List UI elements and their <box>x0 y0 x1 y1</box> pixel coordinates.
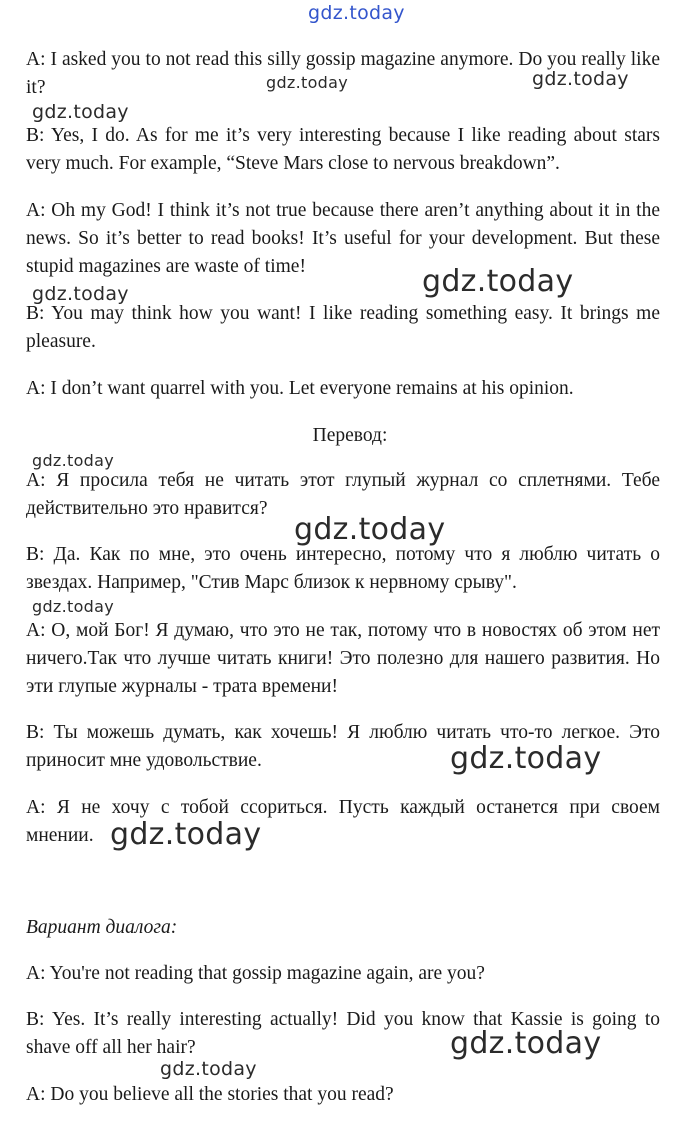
watermark: gdz.today <box>422 264 574 299</box>
watermark: gdz.today <box>32 451 114 470</box>
russian-line-a3: А: Я не хочу с тобой ссориться. Пусть каждый останется при своем мнении. <box>26 797 660 846</box>
english-line-a1: A: I asked you to not read this silly gossip magazine anymore. Do you really like it? <box>26 49 660 98</box>
variant-line-a1: A: You're not reading that gossip magazine again, are you? <box>26 963 485 984</box>
english-line-b2: B: You may think how you want! I like reading something easy. It brings me pleasure. <box>26 303 660 352</box>
english-line-a3: A: I don’t want quarrel with you. Let everyone remains at his opinion. <box>26 378 574 399</box>
russian-line-b1: В: Да. Как по мне, это очень интересно, потому что я люблю читать о звездах. Например, "Стив Марс близок к нервному срыву". <box>26 544 660 593</box>
watermark: gdz.today <box>450 741 602 776</box>
russian-line-a2: А: О, мой Бог! Я думаю, что это не так, потому что в новостях об этом нет ничего.Так что лучше читать книги! Это полезно для нашего развития. Но эти глупые журналы - трата времени! <box>26 620 660 697</box>
watermark: gdz.today <box>266 73 348 92</box>
english-line-a2: A: Oh my God! I think it’s not true because there aren’t anything about it in the news. So it’s better to read books! It’s useful for your development. But these stupid magazines are waste of time! <box>26 200 660 277</box>
watermark: gdz.today <box>32 101 129 123</box>
english-line-b1: B: Yes, I do. As for me it’s very interesting because I like reading about stars very much. For example, “Steve Mars close to nervous breakdown”. <box>26 125 660 174</box>
watermark: gdz.today <box>160 1058 257 1080</box>
watermark: gdz.today <box>32 283 129 305</box>
watermark: gdz.today <box>308 2 405 24</box>
watermark: gdz.today <box>294 512 446 547</box>
russian-line-a1: А: Я просила тебя не читать этот глупый журнал со сплетнями. Тебе действительно это нравится? <box>26 470 660 519</box>
watermark: gdz.today <box>110 817 262 852</box>
variant-line-b1: B: Yes. It’s really interesting actually! Did you know that Kassie is going to shave off all her hair? <box>26 1009 660 1058</box>
variant-line-a2: A: Do you believe all the stories that you read? <box>26 1084 394 1105</box>
watermark: gdz.today <box>32 597 114 616</box>
translation-heading: Перевод: <box>312 425 388 446</box>
russian-line-b2: В: Ты можешь думать, как хочешь! Я люблю читать что-то легкое. Это приносит мне удовольствие. <box>26 722 660 771</box>
watermark: gdz.today <box>532 68 629 90</box>
watermark: gdz.today <box>450 1026 602 1061</box>
variant-heading: Вариант диалога: <box>26 917 178 938</box>
